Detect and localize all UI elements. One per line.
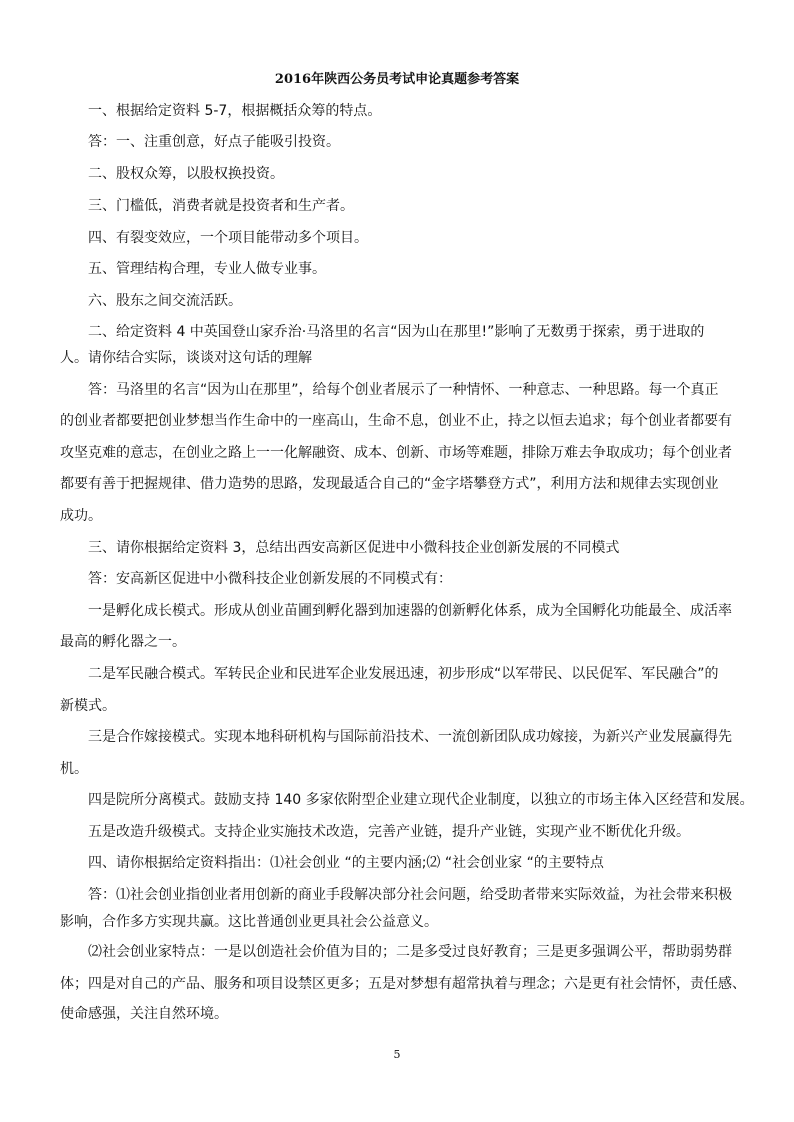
answer-line: 机。 [60,761,88,777]
answer-line: 新模式。 [60,698,116,714]
question-2: 二、给定资料 4 中英国登山家乔治·马洛里的名言“因为山在那里!”影响了无数勇于探索，勇于进取的 [88,324,705,340]
answer-line: 成功。 [60,508,102,524]
question-4: 四、请你根据给定资料指出：⑴社会创业 “的主要内涵;⑵ “社会创业家 “的主要特点 [88,855,604,871]
question-2-cont: 人。请你结合实际，谈谈对这句话的理解 [60,350,312,366]
answer-line: 二是军民融合模式。军转民企业和民进军企业发展迅速，初步形成“以军带民、以民促军、军民融合”的 [88,666,719,682]
page-number: 5 [393,1048,401,1061]
answer-line: 体；四是对自己的产品、服务和项目设禁区更多；五是对梦想有超常执着与理念；六是更有社会情怀，责任感、 [60,976,746,992]
answer-line: 五是改造升级模式。支持企业实施技术改造，完善产业链，提升产业链，实现产业不断优化升级。 [88,824,690,840]
answer-line: 最高的孵化器之一。 [60,634,186,650]
answer-line: 使命感强，关注自然环境。 [60,1006,228,1022]
answer-line: 一是孵化成长模式。形成从创业苗圃到孵化器到加速器的创新孵化体系，成为全国孵化功能最全、成活率 [88,603,732,619]
answer-line: 四是院所分离模式。鼓励支持 140 多家依附型企业建立现代企业制度，以独立的市场主体入区经营和发展。 [88,792,754,808]
answer-line: 答：⑴社会创业指创业者用创新的商业手段解决部分社会问题，给受助者带来实际效益，为社会带来积极 [88,887,732,903]
answer-line: 六、股东之间交流活跃。 [88,293,242,309]
answer-line: 的创业者都要把创业梦想当作生命中的一座高山，生命不息，创业不止，持之以恒去追求；每个创业者都要有 [60,413,732,429]
page-title: 2016年陕西公务员考试申论真题参考答案 [274,72,520,87]
question-3: 三、请你根据给定资料 3，总结出西安高新区促进中小微科技企业创新发展的不同模式 [88,540,620,556]
answer-line: 五、管理结构合理，专业人做专业事。 [88,261,326,277]
answer-line: 二、股权众筹，以股权换投资。 [88,166,284,182]
answer-line: 答：马洛里的名言“因为山在那里”，给每个创业者展示了一种情怀、一种意志、一种思路。每一个真正 [88,382,719,398]
answer-line: 四、有裂变效应，一个项目能带动多个项目。 [88,230,368,246]
answer-line: 影响，合作多方实现共赢。这比普通创业更具社会公益意义。 [60,914,438,930]
answer-line: 攻坚克难的意志，在创业之路上一一化解融资、成本、创新、市场等难题，排除万难去争取成功；每个创业者 [60,445,732,461]
answer-line: ⑵社会创业家特点：一是以创造社会价值为目的；二是多受过良好教育；三是更多强调公平，帮助弱势群 [88,944,732,960]
answer-line: 都要有善于把握规律、借力造势的思路，发现最适合自己的“金字塔攀登方式”，利用方法和规律去实现创业 [60,476,719,492]
question-1: 一、根据给定资料 5-7，根据概括众筹的特点。 [88,103,382,119]
answer-line: 三、门槛低，消费者就是投资者和生产者。 [88,198,354,214]
answer-line: 答：一、注重创意，好点子能吸引投资。 [88,134,340,150]
answer-line: 三是合作嫁接模式。实现本地科研机构与国际前沿技术、一流创新团队成功嫁接，为新兴产业发展赢得先 [88,729,732,745]
answer-line: 答：安高新区促进中小微科技企业创新发展的不同模式有： [88,571,452,587]
